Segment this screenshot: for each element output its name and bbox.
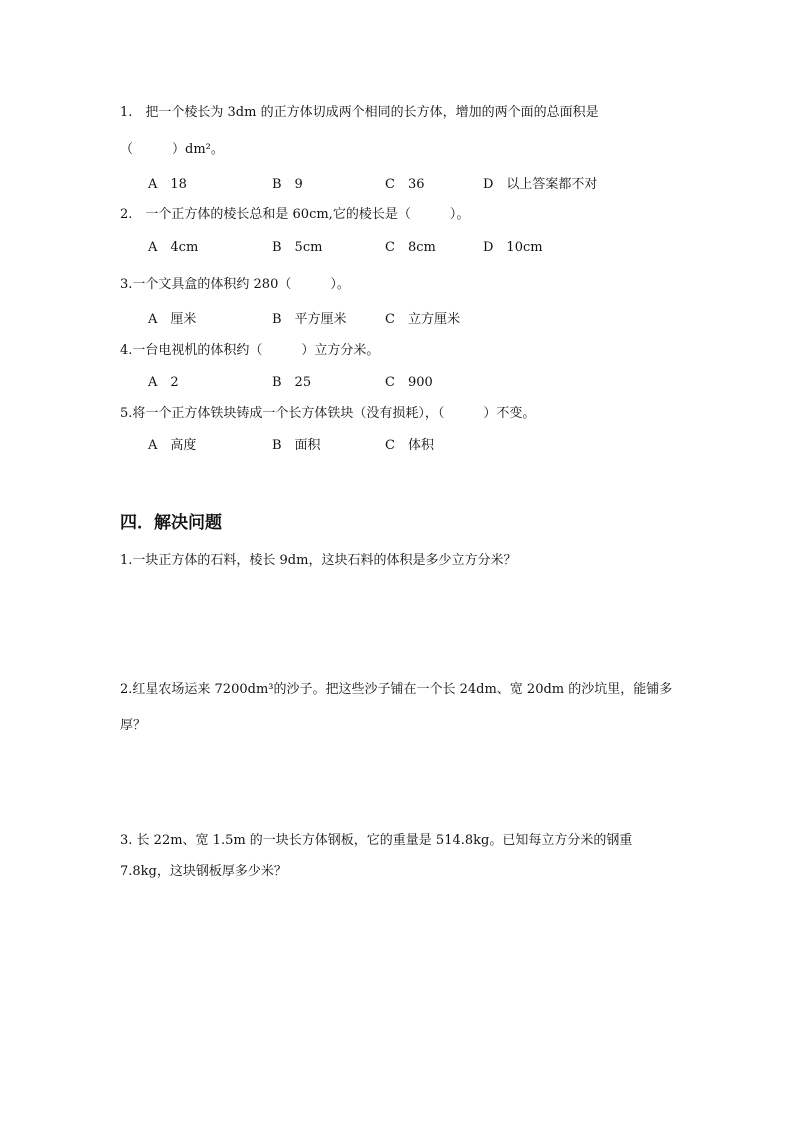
problem-3-text: 3. 长 22m、宽 1.5m 的一块长方体钢板，它的重量是 514.8kg。已知每立方分米的钢重	[120, 833, 633, 848]
problem-2-text: 2.红星农场运来 7200dm³的沙子。把这些沙子铺在一个长 24dm、宽 20dm 的沙坑里，能铺多	[120, 682, 673, 697]
q3-option-b: B 平方厘米	[272, 312, 347, 327]
q5-option-b: B 面积	[272, 438, 321, 453]
q3-option-a: A 厘米	[148, 312, 197, 327]
q5-option-a: A 高度	[148, 438, 197, 453]
problem-2-text-cont: 厚？	[120, 718, 147, 733]
section-4-heading: 四．解决问题	[120, 513, 222, 533]
problem-1-text: 1.一块正方体的石料，棱长 9dm，这块石料的体积是多少立方分米？	[120, 553, 517, 568]
question-3-text: 3.一个文具盒的体积约 280（ ）。	[120, 277, 350, 292]
question-1-text: 1. 把一个棱长为 3dm 的正方体切成两个相同的长方体，增加的两个面的总面积是	[120, 105, 599, 120]
q1-option-b: B 9	[272, 177, 303, 192]
q5-option-c: C 体积	[385, 438, 434, 453]
question-5-text: 5.将一个正方体铁块铸成一个长方体铁块（没有损耗），（ ）不变。	[120, 406, 536, 421]
question-2-text: 2. 一个正方体的棱长总和是 60cm,它的棱长是（ ）。	[120, 207, 470, 222]
q4-option-b: B 25	[272, 375, 312, 390]
problem-3-text-cont: 7.8kg，这块钢板厚多少米？	[120, 864, 287, 879]
q2-option-c: C 8cm	[385, 240, 436, 255]
q2-option-a: A 4cm	[148, 240, 199, 255]
q1-option-c: C 36	[385, 177, 425, 192]
q2-option-d: D 10cm	[483, 240, 543, 255]
question-1-text-cont: （ ）dm²。	[120, 142, 224, 157]
q4-option-a: A 2	[148, 375, 179, 390]
q1-option-a: A 18	[148, 177, 187, 192]
q2-option-b: B 5cm	[272, 240, 323, 255]
q3-option-c: C 立方厘米	[385, 312, 460, 327]
q4-option-c: C 900	[385, 375, 433, 390]
question-4-text: 4.一台电视机的体积约（ ）立方分米。	[120, 343, 380, 358]
q1-option-d: D 以上答案都不对	[483, 177, 598, 192]
